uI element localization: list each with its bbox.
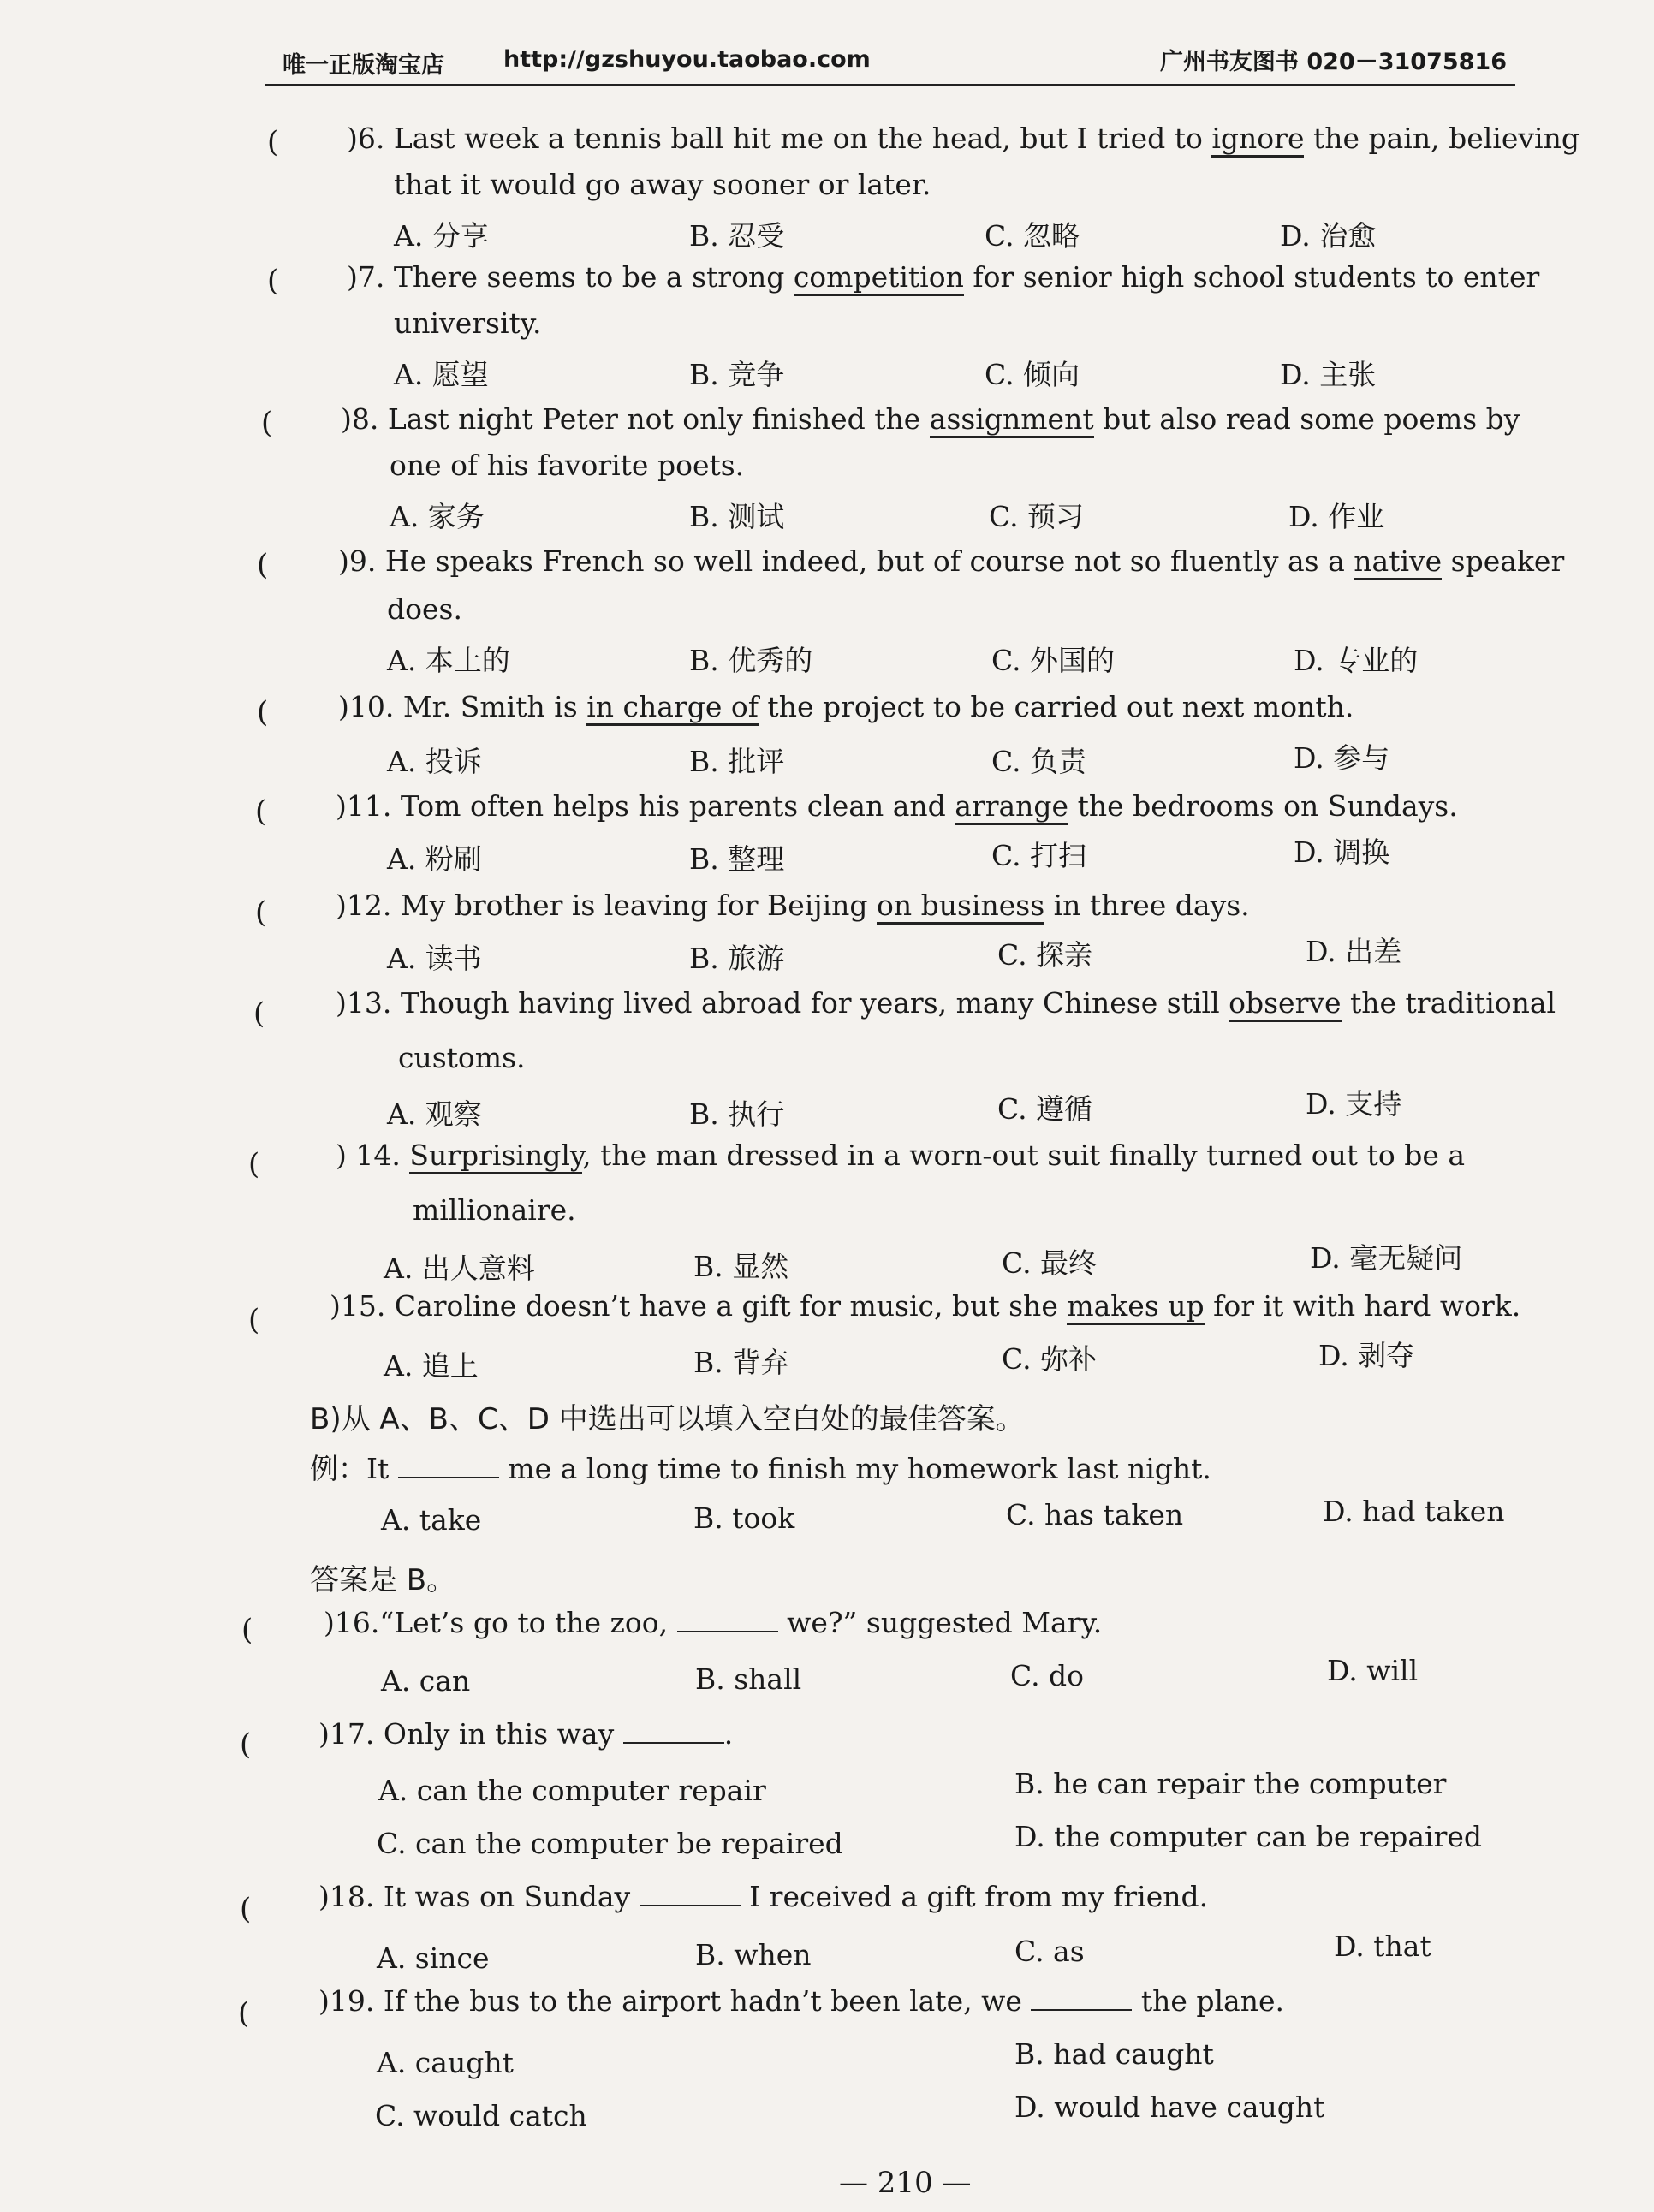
question-number: )15. [330, 1289, 386, 1323]
answer-paren: ( [253, 996, 265, 1031]
stem-text: speaker [1442, 544, 1565, 578]
option-c: C. 探亲 [997, 938, 1093, 972]
option-b: B. 测试 [689, 500, 785, 533]
stem-line-2: millionaire. [413, 1193, 576, 1227]
question-stem [324, 1606, 1102, 1639]
stem-text: Last night Peter not only finished the [387, 402, 930, 436]
option-a: A. 出人意料 [384, 1252, 535, 1285]
stem-text: . [723, 1717, 734, 1751]
option-b: B. 显然 [693, 1250, 789, 1283]
answer-blank [398, 1454, 499, 1478]
option-c: C. 负责 [991, 745, 1087, 778]
option-c: C. 弥补 [1002, 1342, 1098, 1376]
question-number: ) 14. [336, 1139, 401, 1172]
option-c: C. has taken [1006, 1498, 1184, 1531]
option-d: D. 参与 [1294, 741, 1390, 775]
option-c: C. 打扫 [991, 839, 1087, 872]
stem-text: Only in this way [383, 1717, 623, 1751]
stem-text: There seems to be a strong [393, 260, 794, 294]
answer-paren: ( [255, 895, 267, 930]
question-number: )8. [341, 402, 379, 436]
question-stem [330, 1289, 1520, 1323]
question-number: )19. [318, 1984, 375, 2018]
page-number: — 210 — [839, 2166, 972, 2200]
answer-paren: ( [257, 695, 269, 729]
option-d: D. 调换 [1294, 835, 1390, 869]
option-c: C. can the computer be repaired [377, 1827, 843, 1860]
question-stem [336, 986, 1556, 1020]
key-word: makes up [1067, 1289, 1204, 1325]
option-c: C. would catch [375, 2099, 587, 2132]
answer-paren: ( [257, 548, 269, 582]
key-word: native [1354, 544, 1442, 580]
stem-text: 例：It [310, 1452, 398, 1485]
stem-text: He speaks French so well indeed, but of course not so fluently as a [384, 544, 1354, 578]
option-a: A. since [377, 1941, 490, 1975]
key-word: on business [877, 889, 1044, 925]
question-stem [347, 260, 1539, 294]
stem-line-2: that it would go away sooner or later. [394, 168, 931, 201]
option-b: B. 批评 [689, 745, 785, 778]
option-c: C. 最终 [1002, 1246, 1098, 1280]
answer-paren: ( [248, 1303, 260, 1337]
key-word: in charge of [586, 690, 759, 726]
option-a: A. 家务 [390, 500, 485, 533]
stem-text: Mr. Smith is [402, 690, 587, 723]
stem-text: Tom often helps his parents clean and [400, 789, 955, 823]
answer-paren: ( [261, 406, 273, 440]
question-stem [338, 544, 1564, 578]
answer-paren: ( [241, 1613, 253, 1647]
stem-line-2: university. [394, 306, 542, 340]
key-word: ignore [1211, 122, 1304, 158]
stem-line-2: customs. [398, 1041, 526, 1074]
option-b: B. 忍受 [689, 219, 785, 253]
option-a: A. 本土的 [387, 644, 510, 677]
stem-text: Last week a tennis ball hit me on the head, but I tried to [393, 122, 1212, 155]
option-a: A. 分享 [394, 219, 489, 253]
option-c: C. 外国的 [991, 644, 1116, 677]
option-d: D. 支持 [1306, 1087, 1402, 1121]
answer-paren: ( [238, 1996, 250, 2031]
stem-text: but also read some poems by [1093, 402, 1520, 436]
store-info: 广州书友图书 020－31075816 [1159, 49, 1507, 75]
option-c: C. as [1014, 1935, 1085, 1968]
stem-text: “Let’s go to the zoo, [379, 1606, 677, 1639]
answer-blank [640, 1882, 741, 1906]
stem-text: in three days. [1044, 889, 1250, 922]
stem-text: If the bus to the airport hadn’t been late, we [383, 1984, 1032, 2018]
stem-text: Caroline doesn’t have a gift for music, but she [394, 1289, 1068, 1323]
example-answer: 答案是 B。 [310, 1563, 456, 1597]
stem-text: the plane. [1132, 1984, 1285, 2018]
question-number: )13. [336, 986, 392, 1020]
example-stem [310, 1447, 1211, 1487]
stem-text: the pain, believing [1304, 122, 1580, 155]
answer-paren: ( [248, 1147, 260, 1181]
stem-text: the project to be carried out next month. [758, 690, 1354, 723]
option-b: B. had caught [1014, 2037, 1214, 2071]
question-number: )9. [338, 544, 377, 578]
option-a: A. 追上 [384, 1349, 479, 1382]
option-d: D. had taken [1323, 1495, 1505, 1528]
question-stem [341, 402, 1520, 436]
option-d: D. would have caught [1014, 2090, 1325, 2124]
question-number: )12. [336, 889, 392, 922]
question-stem [318, 1984, 1284, 2018]
stem-text: for it with hard work. [1204, 1289, 1521, 1323]
option-a: A. 投诉 [387, 745, 482, 778]
answer-blank [623, 1720, 724, 1744]
option-b: B. 整理 [689, 842, 785, 876]
key-word: arrange [955, 789, 1068, 825]
option-d: D. 毫无疑问 [1310, 1241, 1463, 1275]
option-b: B. 旅游 [689, 942, 785, 975]
answer-paren: ( [267, 264, 279, 298]
option-b: B. 优秀的 [689, 644, 813, 677]
answer-blank [1031, 1987, 1132, 2011]
option-a: A. can the computer repair [378, 1774, 766, 1807]
question-number: )7. [347, 260, 385, 294]
question-number: )18. [318, 1880, 375, 1913]
question-stem [338, 690, 1354, 723]
option-c: C. do [1010, 1659, 1085, 1692]
option-d: D. 出差 [1306, 935, 1402, 968]
answer-blank [677, 1608, 778, 1632]
option-d: D. 主张 [1280, 358, 1377, 391]
option-a: A. caught [377, 2046, 514, 2079]
stem-text: Though having lived abroad for years, many Chinese still [400, 986, 1229, 1020]
stem-text: It was on Sunday [383, 1880, 640, 1913]
question-stem [318, 1880, 1208, 1913]
option-d: D. that [1334, 1930, 1431, 1963]
option-a: A. 读书 [387, 942, 482, 975]
option-b: B. took [693, 1501, 795, 1535]
key-word: observe [1229, 986, 1341, 1022]
key-word: competition [794, 260, 964, 296]
stem-text: for senior high school students to enter [963, 260, 1540, 294]
option-b: B. shall [695, 1662, 802, 1696]
option-c: C. 预习 [989, 500, 1085, 533]
question-number: )17. [318, 1717, 375, 1751]
option-c: C. 倾向 [985, 358, 1080, 391]
option-b: B. 竞争 [689, 358, 785, 391]
option-b: B. when [695, 1938, 812, 1971]
question-stem [336, 889, 1250, 922]
stem-text: the bedrooms on Sundays. [1068, 789, 1458, 823]
option-b: B. 背弃 [693, 1346, 789, 1379]
option-d: D. will [1327, 1654, 1419, 1687]
question-number: )16. [324, 1606, 380, 1639]
shop-url: http://gzshuyou.taobao.com [503, 46, 871, 73]
option-b: B. 执行 [689, 1097, 785, 1131]
question-stem [336, 789, 1458, 823]
stem-line-2: does. [387, 592, 462, 626]
stem-text: we?” suggested Mary. [777, 1606, 1103, 1639]
header-divider [265, 84, 1515, 86]
option-d: D. 剥夺 [1318, 1339, 1415, 1372]
shop-name: 唯一正版淘宝店 [283, 52, 444, 79]
option-c: C. 忽略 [985, 219, 1080, 253]
question-number: )6. [347, 122, 385, 155]
option-d: D. 作业 [1288, 500, 1385, 533]
stem-line-2: one of his favorite poets. [390, 449, 745, 482]
option-b: B. he can repair the computer [1014, 1767, 1447, 1800]
key-word: Surprisingly [409, 1139, 582, 1174]
option-d: D. 治愈 [1280, 219, 1377, 253]
option-c: C. 遵循 [997, 1092, 1093, 1126]
option-a: A. 观察 [387, 1097, 482, 1131]
stem-text: me a long time to finish my homework last night. [498, 1452, 1211, 1485]
option-a: A. take [381, 1503, 482, 1537]
option-d: D. 专业的 [1294, 644, 1419, 677]
option-a: A. 粉刷 [387, 842, 482, 876]
section-title: B)从 A、B、C、D 中选出可以填入空白处的最佳答案。 [310, 1402, 1025, 1436]
stem-text: the traditional [1341, 986, 1556, 1020]
question-stem [347, 122, 1580, 155]
page-header [265, 34, 1515, 77]
answer-paren: ( [240, 1892, 252, 1926]
question-number: )11. [336, 789, 392, 823]
stem-text: My brother is leaving for Beijing [400, 889, 877, 922]
option-d: D. the computer can be repaired [1014, 1820, 1482, 1853]
answer-paren: ( [267, 125, 279, 159]
option-a: A. can [381, 1664, 471, 1698]
question-stem [318, 1717, 733, 1751]
question-number: )10. [338, 690, 395, 723]
question-stem [336, 1139, 1465, 1172]
option-a: A. 愿望 [394, 358, 489, 391]
answer-paren: ( [240, 1727, 252, 1762]
stem-text: , the man dressed in a worn-out suit finally turned out to be a [582, 1139, 1466, 1172]
key-word: assignment [930, 402, 1094, 438]
stem-text: I received a gift from my friend. [740, 1880, 1209, 1913]
answer-paren: ( [255, 794, 267, 829]
